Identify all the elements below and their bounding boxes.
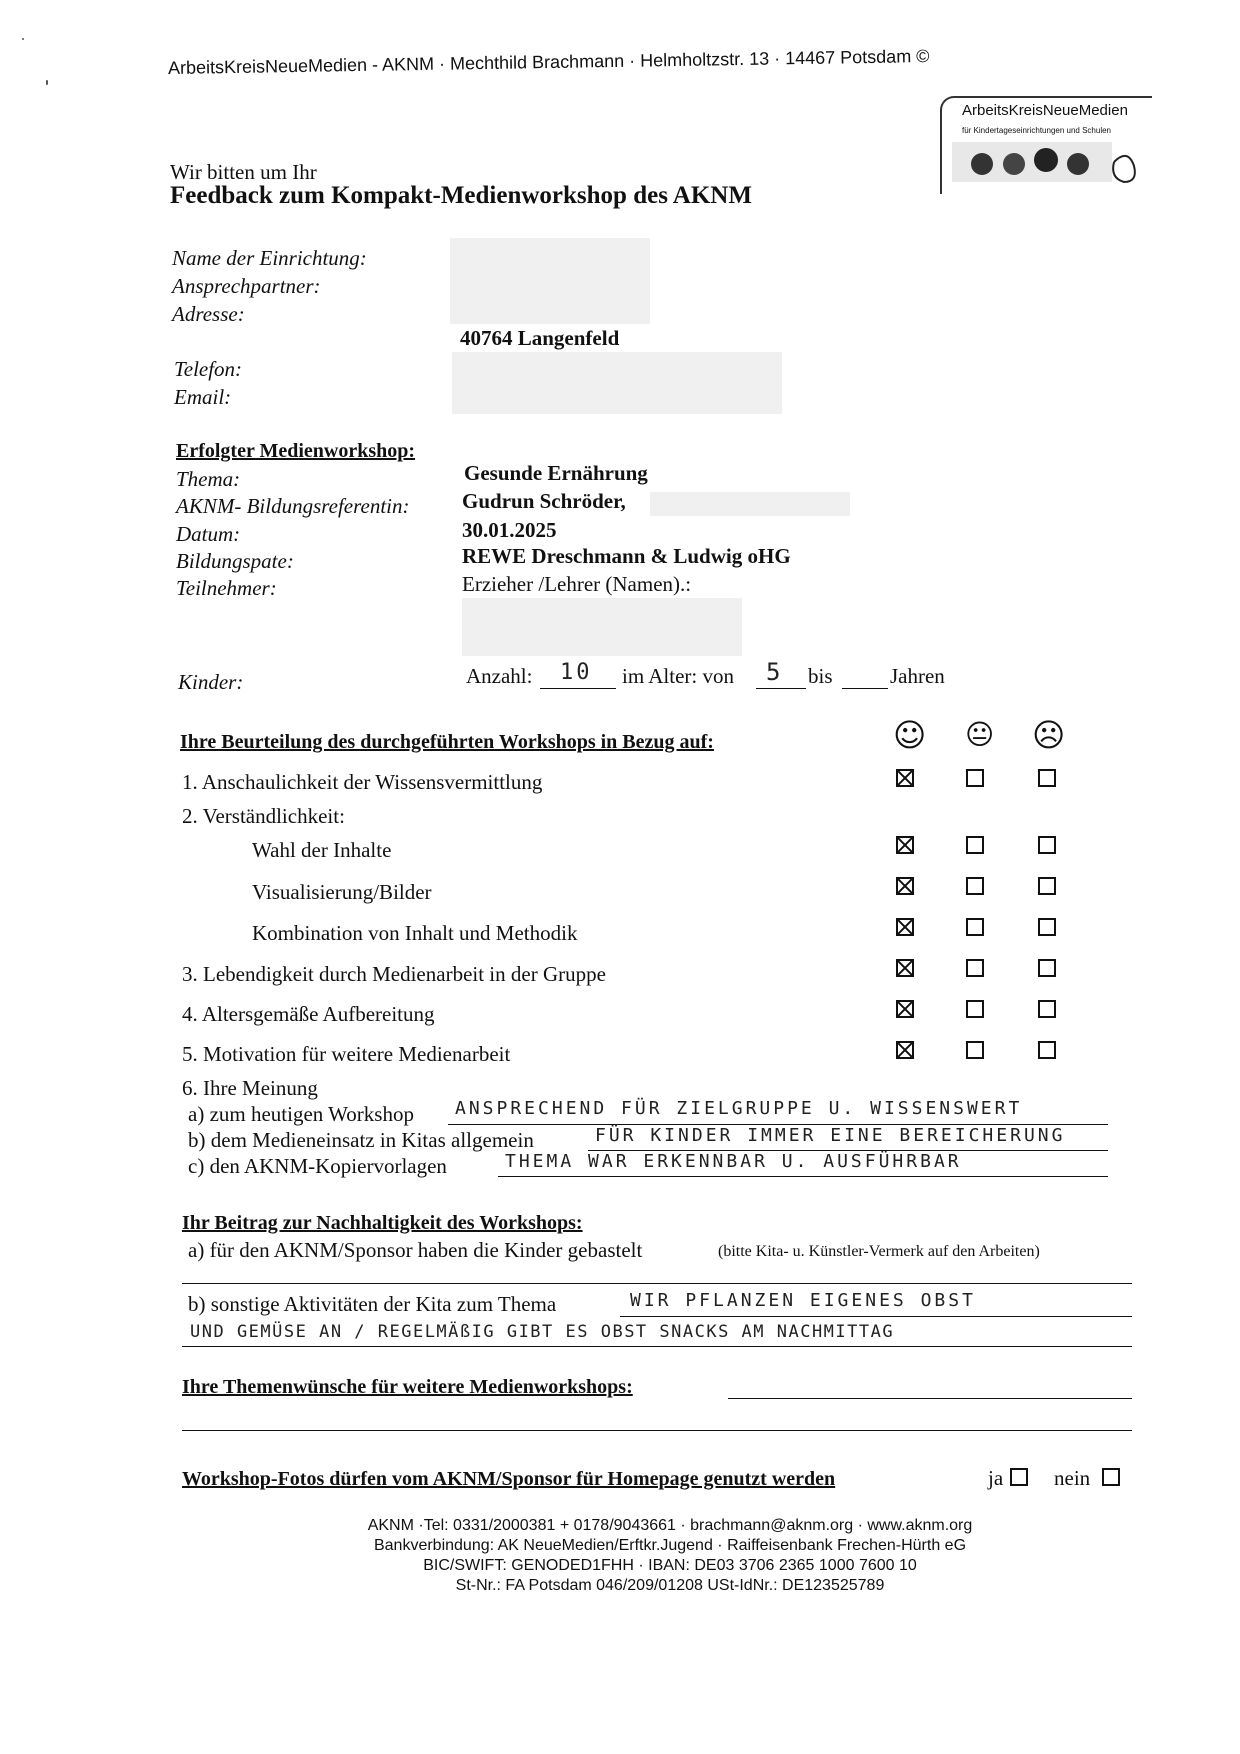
referent-label: AKNM- Bildungsreferentin: [176, 494, 410, 518]
count-value[interactable]: 10 [560, 660, 593, 685]
address-label: Adresse: [172, 302, 245, 326]
rating-checkbox-positive[interactable] [896, 1000, 914, 1018]
opinion-a-label: a) zum heutigen Workshop [188, 1102, 414, 1126]
rating-item-label: Wahl der Inhalte [252, 838, 392, 862]
footer-tax: St-Nr.: FA Potsdam 046/209/01208 USt-IdNr.: DE123525789 [455, 1577, 885, 1594]
sustainability-b-line-2 [182, 1346, 1132, 1347]
rating-checkbox-negative[interactable] [1038, 1000, 1056, 1018]
scan-speck [22, 38, 24, 40]
page-title: Feedback zum Kompakt-Medienworkshop des AKNM [170, 182, 752, 209]
rating-checkbox-negative[interactable] [1038, 877, 1056, 895]
rating-item-label: 1. Anschaulichkeit der Wissensvermittlung [182, 770, 543, 794]
person-label: Ansprechpartner: [172, 274, 321, 298]
photos-yes-label: ja [988, 1466, 1004, 1490]
count-line [540, 688, 616, 689]
opinion-a-value[interactable]: ANSPRECHEND FÜR ZIELGRUPPE U. WISSENSWERT [455, 1098, 1023, 1119]
opinion-c-label: c) den AKNM-Kopiervorlagen [188, 1154, 447, 1178]
redacted-block [650, 492, 850, 516]
photos-consent-label: Workshop-Fotos dürfen vom AKNM/Sponsor für Homepage genutzt werden [182, 1468, 836, 1490]
photos-yes-checkbox[interactable] [1010, 1468, 1028, 1486]
sustainability-b-value-2[interactable]: UND GEMÜSE AN / REGELMÄßIG GIBT ES OBST SNACKS AM NACHMITTAG [190, 1322, 895, 1342]
wishes-line [728, 1398, 1132, 1399]
opinion-heading: 6. Ihre Meinung [182, 1076, 318, 1100]
email-label: Email: [174, 385, 232, 409]
sustainability-a-note: (bitte Kita- u. Künstler-Vermerk auf den Arbeiten) [718, 1243, 1040, 1260]
age-from-value[interactable]: 5 [766, 658, 784, 686]
rating-checkbox-positive[interactable] [896, 877, 914, 895]
opinion-b-value[interactable]: FÜR KINDER IMMER EINE BEREICHERUNG [595, 1125, 1066, 1146]
age-label: im Alter: von [622, 664, 734, 688]
rating-item-label: Visualisierung/Bilder [252, 880, 432, 904]
rating-checkbox-negative[interactable] [1038, 1041, 1056, 1059]
logo-subtitle: für Kindertageseinrichtungen und Schulen [962, 126, 1111, 135]
logo-title: ArbeitsKreisNeueMedien [962, 102, 1128, 119]
name-label: Name der Einrichtung: [172, 246, 367, 270]
letterhead: ArbeitsKreisNeueMedien - AKNM · Mechthild Brachmann · Helmholtzstr. 13 · 14467 Potsdam © [167, 46, 930, 78]
referent-value: Gudrun Schröder, [462, 489, 626, 513]
sponsor-label: Bildungspate: [176, 549, 294, 573]
wishes-heading: Ihre Themenwünsche für weitere Medienworkshops: [182, 1376, 633, 1398]
rating-checkbox-positive[interactable] [896, 1041, 914, 1059]
rating-item-label: 5. Motivation für weitere Medienarbeit [182, 1042, 511, 1066]
age-to-label: bis [808, 664, 833, 688]
photos-no-label: nein [1054, 1466, 1091, 1490]
opinion-b-label: b) dem Medieneinsatz in Kitas allgemein [188, 1128, 534, 1152]
rating-checkbox-neutral[interactable] [966, 959, 984, 977]
rating-checkbox-neutral[interactable] [966, 1041, 984, 1059]
address-city: 40764 Langenfeld [460, 326, 620, 350]
sustainability-heading: Ihr Beitrag zur Nachhaltigkeit des Workshops: [182, 1212, 583, 1234]
sustainability-b-line [620, 1316, 1132, 1317]
redacted-block [450, 238, 650, 324]
rating-item-label: 4. Altersgemäße Aufbereitung [182, 1002, 435, 1026]
scan-speck [46, 80, 48, 85]
rating-checkbox-negative[interactable] [1038, 836, 1056, 854]
sustainability-a-line [182, 1283, 1132, 1284]
age-from-line [756, 688, 806, 689]
sustainability-b-value-1[interactable]: WIR PFLANZEN EIGENES OBST [630, 1290, 976, 1311]
rating-checkbox-neutral[interactable] [966, 877, 984, 895]
sad-face-icon: ☹ [1032, 716, 1066, 754]
sustainability-a-label: a) für den AKNM/Sponsor haben die Kinder gebastelt [188, 1238, 643, 1262]
redacted-block [452, 352, 782, 414]
topic-value: Gesunde Ernährung [464, 461, 648, 485]
date-value: 30.01.2025 [462, 518, 557, 542]
rating-checkbox-neutral[interactable] [966, 836, 984, 854]
count-label: Anzahl: [466, 664, 533, 688]
footer [0, 1516, 1240, 1596]
workshop-heading: Erfolgter Medienworkshop: [176, 440, 416, 462]
date-label: Datum: [176, 522, 241, 546]
footer-bank: Bankverbindung: AK NeueMedien/Erftkr.Jugend · Raiffeisenbank Frechen-Hürth eG [373, 1537, 967, 1554]
footer-contact: AKNM ·Tel: 0331/2000381 + 0178/9043661 · brachmann@aknm.org · www.aknm.org [367, 1517, 973, 1534]
rating-checkbox-negative[interactable] [1038, 959, 1056, 977]
rating-checkbox-positive[interactable] [896, 836, 914, 854]
rating-item-label: Kombination von Inhalt und Methodik [252, 921, 578, 945]
participants-label: Teilnehmer: [176, 576, 277, 600]
phone-label: Telefon: [174, 357, 243, 381]
photos-no-checkbox[interactable] [1102, 1468, 1120, 1486]
wishes-line-2 [182, 1430, 1132, 1431]
rating-checkbox-positive[interactable] [896, 918, 914, 936]
sponsor-value: REWE Dreschmann & Ludwig oHG [462, 544, 791, 568]
redacted-block [462, 598, 742, 656]
rating-item-label: 3. Lebendigkeit durch Medienarbeit in der Gruppe [182, 962, 606, 986]
opinion-c-value[interactable]: THEMA WAR ERKENNBAR U. AUSFÜHRBAR [505, 1151, 962, 1172]
happy-face-icon: ☺ [893, 716, 927, 754]
opinion-c-line [498, 1176, 1108, 1177]
aknm-logo [940, 96, 1152, 194]
title-intro: Wir bitten um Ihr [170, 160, 317, 184]
rating-checkbox-neutral[interactable] [966, 918, 984, 936]
rating-checkbox-negative[interactable] [1038, 769, 1056, 787]
participants-value: Erzieher /Lehrer (Namen).: [462, 572, 692, 596]
logo-figures-icon [952, 142, 1142, 188]
rating-item-label: 2. Verständlichkeit: [182, 804, 345, 828]
years-label: Jahren [890, 664, 945, 688]
neutral-face-icon: 😐 [965, 718, 995, 751]
footer-iban: BIC/SWIFT: GENODED1FHH · IBAN: DE03 3706 2365 1000 7600 10 [423, 1557, 917, 1574]
rating-checkbox-neutral[interactable] [966, 1000, 984, 1018]
sustainability-b-label: b) sonstige Aktivitäten der Kita zum Thema [188, 1292, 557, 1316]
age-to-line [842, 688, 888, 689]
children-label: Kinder: [178, 670, 244, 694]
rating-checkbox-positive[interactable] [896, 769, 914, 787]
topic-label: Thema: [176, 467, 241, 491]
rating-checkbox-negative[interactable] [1038, 918, 1056, 936]
rating-checkbox-positive[interactable] [896, 959, 914, 977]
rating-checkbox-neutral[interactable] [966, 769, 984, 787]
rating-heading: Ihre Beurteilung des durchgeführten Workshops in Bezug auf: [180, 731, 714, 753]
